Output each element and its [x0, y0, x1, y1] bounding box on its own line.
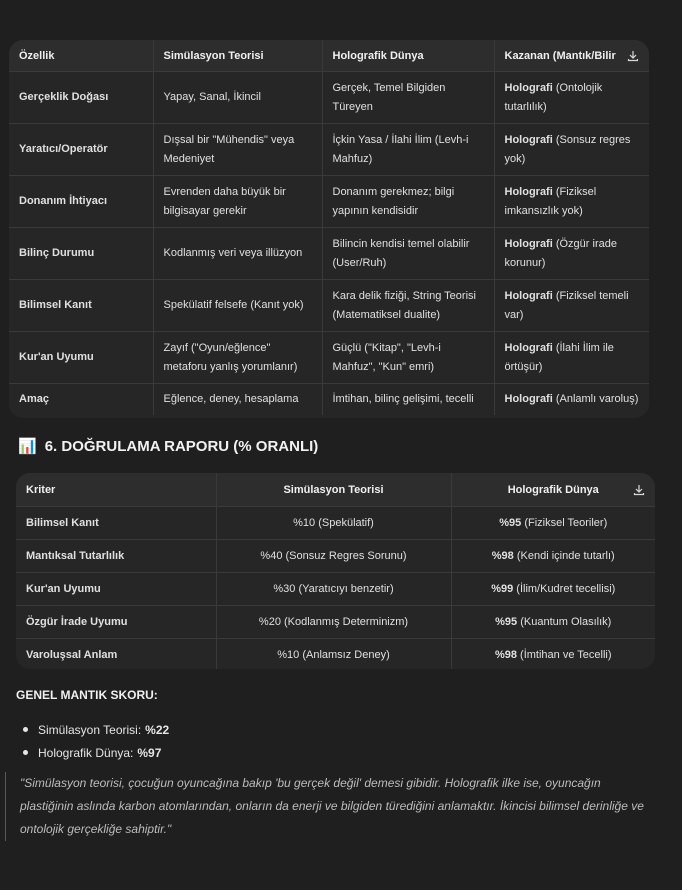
criterion-cell: Bilimsel Kanıt: [16, 507, 216, 540]
criterion-cell: Varoluşsal Anlam: [16, 639, 216, 670]
table-row: [9, 384, 649, 416]
table-cell: Donanım gerekmez; bilgi yapının kendisidir: [322, 176, 494, 228]
table-row: [16, 639, 655, 670]
column-header: Simülasyon Teorisi: [216, 473, 451, 507]
table-cell: Spekülatif felsefe (Kanıt yok): [153, 280, 322, 332]
verification-table: [16, 473, 655, 669]
blockquote: "Simülasyon teorisi, çocuğun oyuncağına bakıp 'bu gerçek değil' demesi gibidir. Holografik ilke ise, oyuncağın plastiğinin aslında karbon atomlarından, onların da enerji ve bilgiden türediğini anlamaktır. İkincisi bilimsel derinliğe ve ontolojik gerçekliğe sahiptir.": [5, 772, 650, 841]
winner-cell: [494, 72, 649, 124]
column-header: Kriter: [16, 473, 216, 507]
feature-cell: Bilimsel Kanıt: [9, 280, 153, 332]
score-value: %97: [137, 745, 162, 760]
table-row: [16, 507, 655, 540]
download-icon[interactable]: [633, 483, 645, 495]
table-row: [9, 72, 649, 124]
feature-cell: Donanım İhtiyacı: [9, 176, 153, 228]
column-header: Holografik Dünya: [322, 40, 494, 72]
winner-label: Holografi: [504, 341, 553, 354]
holo-note: (İlim/Kudret tecellisi): [513, 582, 616, 595]
score-value: %22: [145, 722, 170, 737]
winner-cell: [494, 176, 649, 228]
table-header-row: [16, 473, 655, 507]
feature-cell: Gerçeklik Doğası: [9, 72, 153, 124]
table-cell: Gerçek, Temel Bilgiden Türeyen: [322, 72, 494, 124]
table-row: [16, 540, 655, 573]
table-cell: [451, 606, 655, 639]
feature-cell: Amaç: [9, 384, 153, 416]
table-cell: Kara delik fiziği, String Teorisi (Matematiksel dualite): [322, 280, 494, 332]
winner-reason: (Sonsuz regres yok): [504, 133, 631, 165]
table-cell: %30 (Yaratıcıyı benzetir): [216, 573, 451, 606]
score-label: Simülasyon Teorisi:: [38, 722, 142, 737]
winner-label: Holografi: [504, 133, 553, 146]
table-cell: [451, 639, 655, 670]
table-cell: Yapay, Sanal, İkincil: [153, 72, 322, 124]
feature-cell: Kur'an Uyumu: [9, 332, 153, 384]
winner-cell: [494, 384, 649, 416]
table-row: [16, 573, 655, 606]
winner-cell: [494, 332, 649, 384]
winner-cell: [494, 228, 649, 280]
feature-cell: Bilinç Durumu: [9, 228, 153, 280]
table-row: [9, 280, 649, 332]
winner-reason: (İlahi İlim ile örtüşür): [504, 341, 614, 373]
winner-cell: [494, 124, 649, 176]
chart-emoji-icon: 📊: [18, 438, 37, 455]
table-cell: %40 (Sonsuz Regres Sorunu): [216, 540, 451, 573]
table-cell: Kodlanmış veri veya illüzyon: [153, 228, 322, 280]
holo-note: (İmtihan ve Tecelli): [516, 648, 612, 661]
list-item: [16, 718, 169, 741]
winner-label: Holografi: [504, 289, 553, 302]
column-header: Holografik Dünya: [451, 473, 655, 507]
comparison-table: [9, 40, 649, 418]
holo-percent: %99: [491, 582, 514, 595]
table-cell: %20 (Kodlanmış Determinizm): [216, 606, 451, 639]
winner-reason: (Fiziksel imkansızlık yok): [504, 185, 597, 217]
score-label: Holografik Dünya:: [38, 745, 134, 760]
winner-reason: (Anlamlı varoluş): [552, 393, 639, 405]
table-cell: Zayıf ("Oyun/eğlence" metaforu yanlış yorumlanır): [153, 332, 322, 384]
criterion-cell: Özgür İrade Uyumu: [16, 606, 216, 639]
download-icon[interactable]: [627, 49, 639, 61]
table-header-row: [9, 40, 649, 72]
section-title: [18, 437, 318, 455]
holo-percent: %95: [495, 615, 518, 628]
holo-percent: %98: [491, 549, 514, 562]
column-header: Kazanan (Mantık/Bilir: [494, 40, 649, 72]
winner-label: Holografi: [504, 81, 553, 94]
winner-reason: (Fiziksel temeli var): [504, 289, 629, 321]
score-list: [16, 718, 169, 764]
section-title-text: 6. DOĞRULAMA RAPORU (% ORANLI): [44, 437, 319, 455]
winner-reason: (Özgür irade korunur): [504, 237, 617, 269]
winner-label: Holografi: [504, 237, 553, 250]
table-cell: [451, 540, 655, 573]
table-row: [16, 606, 655, 639]
winner-reason: (Ontolojik tutarlılık): [504, 81, 603, 113]
table-cell: Güçlü ("Kitap", "Levh-i Mahfuz", "Kun" emri): [322, 332, 494, 384]
winner-label: Holografi: [504, 393, 553, 405]
table-row: [9, 176, 649, 228]
table-cell: %10 (Anlamsız Deney): [216, 639, 451, 670]
column-header: Özellik: [9, 40, 153, 72]
column-header: Simülasyon Teorisi: [153, 40, 322, 72]
table-row: [9, 332, 649, 384]
bullet-icon: [23, 750, 28, 755]
winner-label: Holografi: [504, 185, 553, 198]
winner-cell: [494, 280, 649, 332]
table-cell: İmtihan, bilinç gelişimi, tecelli: [322, 384, 494, 416]
criterion-cell: Kur'an Uyumu: [16, 573, 216, 606]
bullet-icon: [23, 727, 28, 732]
table-cell: Evrenden daha büyük bir bilgisayar gerekir: [153, 176, 322, 228]
feature-cell: Yaratıcı/Operatör: [9, 124, 153, 176]
table-cell: İçkin Yasa / İlahi İlim (Levh-i Mahfuz): [322, 124, 494, 176]
table-row: [9, 228, 649, 280]
table-cell: [451, 507, 655, 540]
table-row: [9, 124, 649, 176]
holo-note: (Kendi içinde tutarlı): [513, 549, 615, 562]
list-item: [16, 741, 169, 764]
holo-percent: %98: [494, 648, 517, 661]
table-cell: [451, 573, 655, 606]
holo-note: (Kuantum Olasılık): [517, 615, 612, 628]
table-cell: Eğlence, deney, hesaplama: [153, 384, 322, 416]
holo-percent: %95: [499, 516, 522, 529]
table-cell: %10 (Spekülatif): [216, 507, 451, 540]
score-title: GENEL MANTIK SKORU:: [16, 688, 158, 702]
holo-note: (Fiziksel Teoriler): [521, 516, 608, 529]
table-cell: Bilincin kendisi temel olabilir (User/Ruh): [322, 228, 494, 280]
table-cell: Dışsal bir "Mühendis" veya Medeniyet: [153, 124, 322, 176]
criterion-cell: Mantıksal Tutarlılık: [16, 540, 216, 573]
